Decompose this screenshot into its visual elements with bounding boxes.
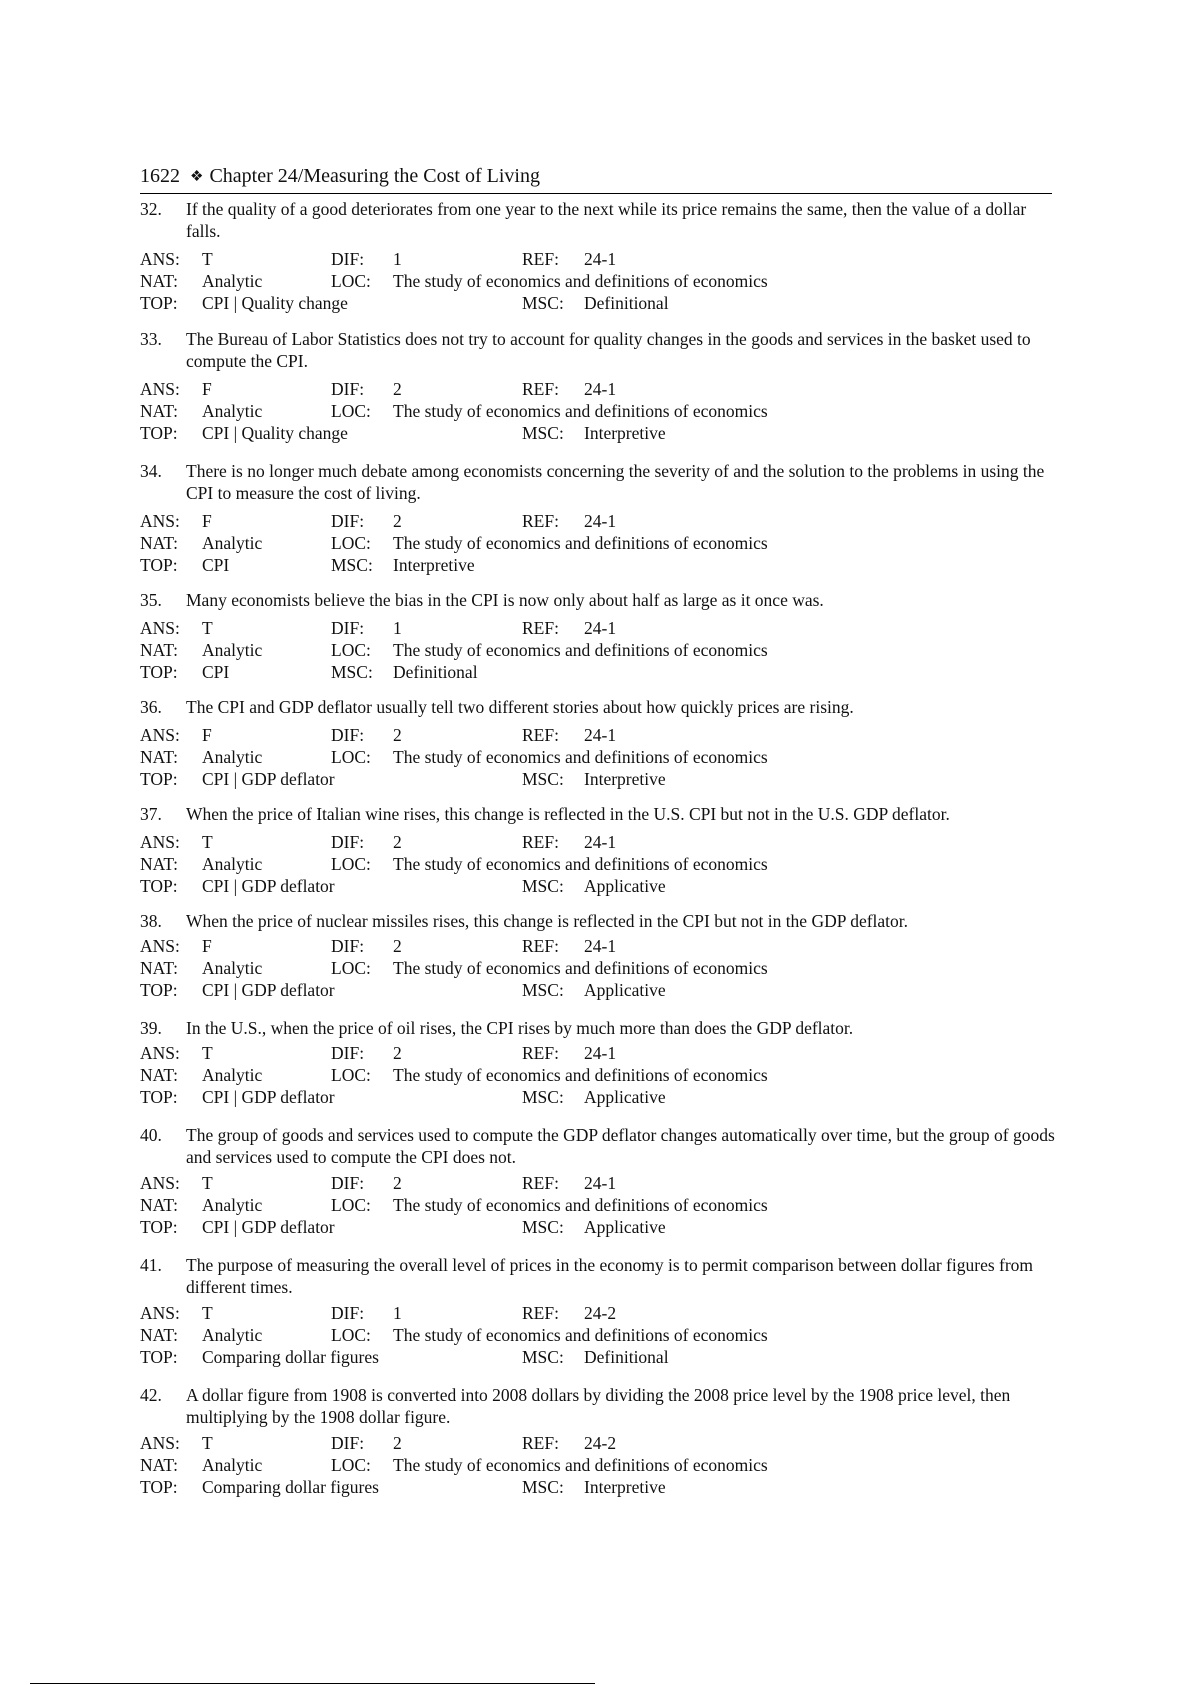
dif-value: 2 [393,379,402,399]
dif-label: DIF: [331,1303,365,1323]
ref-value: 24-1 [584,725,617,745]
ref-label: REF: [522,1433,559,1453]
question-block [140,696,1060,790]
ans-label: ANS: [140,249,180,269]
nat-value: Analytic [202,640,263,660]
ans-value: T [202,832,213,852]
msc-label: MSC: [522,876,564,896]
page-header [140,163,1052,194]
nat-value: Analytic [202,747,263,767]
chapter-title: Chapter 24/Measuring the Cost of Living [209,165,540,187]
top-value: CPI [202,555,230,575]
dif-label: DIF: [331,379,365,399]
nat-value: Analytic [202,533,263,553]
loc-label: LOC: [331,1195,371,1215]
ans-label: ANS: [140,936,180,956]
question-block [140,1254,1060,1368]
msc-value: Applicative [584,1217,666,1237]
ans-value: F [202,936,212,956]
msc-label: MSC: [331,662,373,682]
loc-value: The study of economics and definitions of economics [393,640,768,660]
msc-label: MSC: [331,555,373,575]
msc-label: MSC: [522,1217,564,1237]
nat-value: Analytic [202,1325,263,1345]
ans-label: ANS: [140,511,180,531]
nat-label: NAT: [140,271,179,291]
loc-label: LOC: [331,401,371,421]
ref-value: 24-1 [584,936,617,956]
ans-value: T [202,249,213,269]
diamond-ornament-icon: ❖ [190,169,204,185]
dif-value: 2 [393,1173,402,1193]
nat-value: Analytic [202,401,263,421]
answer-meta [140,1042,1060,1108]
msc-value: Applicative [584,1087,666,1107]
question-number: 42. [140,1385,162,1405]
top-value: CPI | GDP deflator [202,1087,335,1107]
nat-value: Analytic [202,1065,263,1085]
dif-value: 1 [393,618,402,638]
nat-label: NAT: [140,958,179,978]
dif-label: DIF: [331,511,365,531]
top-value: CPI | Quality change [202,423,348,443]
loc-label: LOC: [331,1455,371,1475]
question-text: The group of goods and services used to compute the GDP deflator changes automatically over time, but the group of goods and services used to compute the CPI does not. [186,1125,1055,1167]
loc-label: LOC: [331,1325,371,1345]
loc-value: The study of economics and definitions of economics [393,271,768,291]
loc-value: The study of economics and definitions of economics [393,854,768,874]
loc-label: LOC: [331,640,371,660]
question-number: 41. [140,1255,162,1275]
dif-label: DIF: [331,725,365,745]
question-number: 33. [140,329,162,349]
ans-label: ANS: [140,1043,180,1063]
question-text: The purpose of measuring the overall level of prices in the economy is to permit comparison between dollar figures from different times. [186,1255,1034,1297]
question-number: 37. [140,804,162,824]
dif-label: DIF: [331,618,365,638]
question-number: 35. [140,590,162,610]
loc-value: The study of economics and definitions of economics [393,1065,768,1085]
top-label: TOP: [140,555,178,575]
dif-value: 2 [393,511,402,531]
nat-value: Analytic [202,854,263,874]
loc-label: LOC: [331,747,371,767]
loc-label: LOC: [331,1065,371,1085]
question-text: There is no longer much debate among economists concerning the severity of and the solution to the problems in using the CPI to measure the cost of living. [186,461,1045,503]
ref-label: REF: [522,832,559,852]
dif-value: 2 [393,832,402,852]
loc-value: The study of economics and definitions of economics [393,1325,768,1345]
question-text: Many economists believe the bias in the CPI is now only about half as large as it once was. [186,590,824,610]
top-label: TOP: [140,1217,178,1237]
nat-label: NAT: [140,401,179,421]
ref-value: 24-2 [584,1303,617,1323]
dif-value: 1 [393,1303,402,1323]
ref-label: REF: [522,1303,559,1323]
msc-label: MSC: [522,769,564,789]
question-text: When the price of nuclear missiles rises, this change is reflected in the CPI but not in the GDP deflator. [186,911,909,931]
ref-value: 24-1 [584,511,617,531]
msc-value: Applicative [584,980,666,1000]
dif-value: 2 [393,1043,402,1063]
top-label: TOP: [140,769,178,789]
answer-meta [140,617,1060,683]
question-number: 36. [140,697,162,717]
msc-label: MSC: [522,1477,564,1497]
msc-value: Interpretive [584,423,666,443]
nat-value: Analytic [202,271,263,291]
question-text: When the price of Italian wine rises, this change is reflected in the U.S. CPI but not in the U.S. GDP deflator. [186,804,950,824]
ref-label: REF: [522,936,559,956]
ans-value: T [202,618,213,638]
loc-value: The study of economics and definitions of economics [393,958,768,978]
ans-value: T [202,1303,213,1323]
question-block [140,1384,1060,1498]
question-number: 40. [140,1125,162,1145]
ref-value: 24-1 [584,618,617,638]
ref-value: 24-1 [584,379,617,399]
top-value: CPI | GDP deflator [202,876,335,896]
nat-value: Analytic [202,958,263,978]
nat-label: NAT: [140,854,179,874]
ref-label: REF: [522,249,559,269]
top-label: TOP: [140,1087,178,1107]
question-number: 32. [140,199,162,219]
loc-value: The study of economics and definitions of economics [393,533,768,553]
top-value: CPI | GDP deflator [202,980,335,1000]
question-number: 39. [140,1018,162,1038]
top-value: Comparing dollar figures [202,1347,379,1367]
msc-label: MSC: [522,1087,564,1107]
question-block [140,460,1060,576]
msc-label: MSC: [522,1347,564,1367]
ref-label: REF: [522,511,559,531]
msc-value: Definitional [584,293,669,313]
dif-value: 1 [393,249,402,269]
loc-value: The study of economics and definitions of economics [393,401,768,421]
dif-label: DIF: [331,249,365,269]
question-block [140,198,1060,314]
ans-label: ANS: [140,725,180,745]
dif-label: DIF: [331,1433,365,1453]
ref-value: 24-1 [584,249,617,269]
nat-label: NAT: [140,1455,179,1475]
nat-value: Analytic [202,1195,263,1215]
loc-label: LOC: [331,271,371,291]
answer-meta [140,248,1060,314]
ans-value: T [202,1173,213,1193]
top-label: TOP: [140,423,178,443]
ref-value: 24-1 [584,832,617,852]
ans-label: ANS: [140,832,180,852]
question-block [140,328,1060,444]
ref-label: REF: [522,618,559,638]
nat-label: NAT: [140,640,179,660]
question-block [140,1017,1060,1108]
answer-meta [140,1172,1060,1238]
loc-value: The study of economics and definitions of economics [393,1195,768,1215]
msc-label: MSC: [522,980,564,1000]
nat-label: NAT: [140,1195,179,1215]
question-text: If the quality of a good deteriorates from one year to the next while its price remains the same, then the value of a dollar falls. [186,199,1027,241]
question-number: 34. [140,461,162,481]
top-value: CPI | GDP deflator [202,769,335,789]
dif-value: 2 [393,725,402,745]
nat-label: NAT: [140,1325,179,1345]
ans-value: T [202,1043,213,1063]
question-text: In the U.S., when the price of oil rises, the CPI rises by much more than does the GDP deflator. [186,1018,854,1038]
dif-value: 2 [393,936,402,956]
loc-value: The study of economics and definitions of economics [393,747,768,767]
footer-rule [30,1683,595,1684]
ref-label: REF: [522,379,559,399]
ans-label: ANS: [140,379,180,399]
ans-label: ANS: [140,1433,180,1453]
nat-label: NAT: [140,533,179,553]
msc-value: Interpretive [584,769,666,789]
top-label: TOP: [140,980,178,1000]
loc-label: LOC: [331,958,371,978]
top-label: TOP: [140,876,178,896]
msc-label: MSC: [522,293,564,313]
top-value: CPI [202,662,230,682]
page-number: 1622 [140,165,180,187]
question-block [140,910,1060,1001]
top-label: TOP: [140,1347,178,1367]
top-label: TOP: [140,1477,178,1497]
dif-value: 2 [393,1433,402,1453]
answer-meta [140,935,1060,1001]
msc-label: MSC: [522,423,564,443]
msc-value: Definitional [584,1347,669,1367]
dif-label: DIF: [331,936,365,956]
question-block [140,589,1060,683]
nat-label: NAT: [140,747,179,767]
top-value: CPI | GDP deflator [202,1217,335,1237]
msc-value: Interpretive [393,555,475,575]
answer-meta [140,1302,1060,1368]
ans-value: T [202,1433,213,1453]
ref-value: 24-1 [584,1173,617,1193]
ans-label: ANS: [140,1173,180,1193]
dif-label: DIF: [331,1173,365,1193]
question-block [140,1124,1060,1238]
dif-label: DIF: [331,1043,365,1063]
dif-label: DIF: [331,832,365,852]
top-value: CPI | Quality change [202,293,348,313]
top-label: TOP: [140,293,178,313]
ans-value: F [202,379,212,399]
answer-meta [140,378,1060,444]
ref-label: REF: [522,1043,559,1063]
nat-label: NAT: [140,1065,179,1085]
loc-label: LOC: [331,533,371,553]
question-number: 38. [140,911,162,931]
msc-value: Definitional [393,662,478,682]
answer-meta [140,510,1060,576]
ans-value: F [202,511,212,531]
question-text: The Bureau of Labor Statistics does not try to account for quality changes in the goods and services in the basket used to compute the CPI. [186,329,1031,371]
ref-value: 24-1 [584,1043,617,1063]
answer-meta [140,1432,1060,1498]
ref-label: REF: [522,1173,559,1193]
loc-label: LOC: [331,854,371,874]
question-text: The CPI and GDP deflator usually tell two different stories about how quickly prices are rising. [186,697,854,717]
msc-value: Interpretive [584,1477,666,1497]
nat-value: Analytic [202,1455,263,1475]
ans-value: F [202,725,212,745]
question-text: A dollar figure from 1908 is converted into 2008 dollars by dividing the 2008 price level by the 1908 price level, then multiplying by the 1908 dollar figure. [186,1385,1011,1427]
msc-value: Applicative [584,876,666,896]
answer-meta [140,831,1060,897]
ref-label: REF: [522,725,559,745]
ans-label: ANS: [140,618,180,638]
answer-meta [140,724,1060,790]
ref-value: 24-2 [584,1433,617,1453]
top-value: Comparing dollar figures [202,1477,379,1497]
question-block [140,803,1060,897]
loc-value: The study of economics and definitions of economics [393,1455,768,1475]
ans-label: ANS: [140,1303,180,1323]
top-label: TOP: [140,662,178,682]
